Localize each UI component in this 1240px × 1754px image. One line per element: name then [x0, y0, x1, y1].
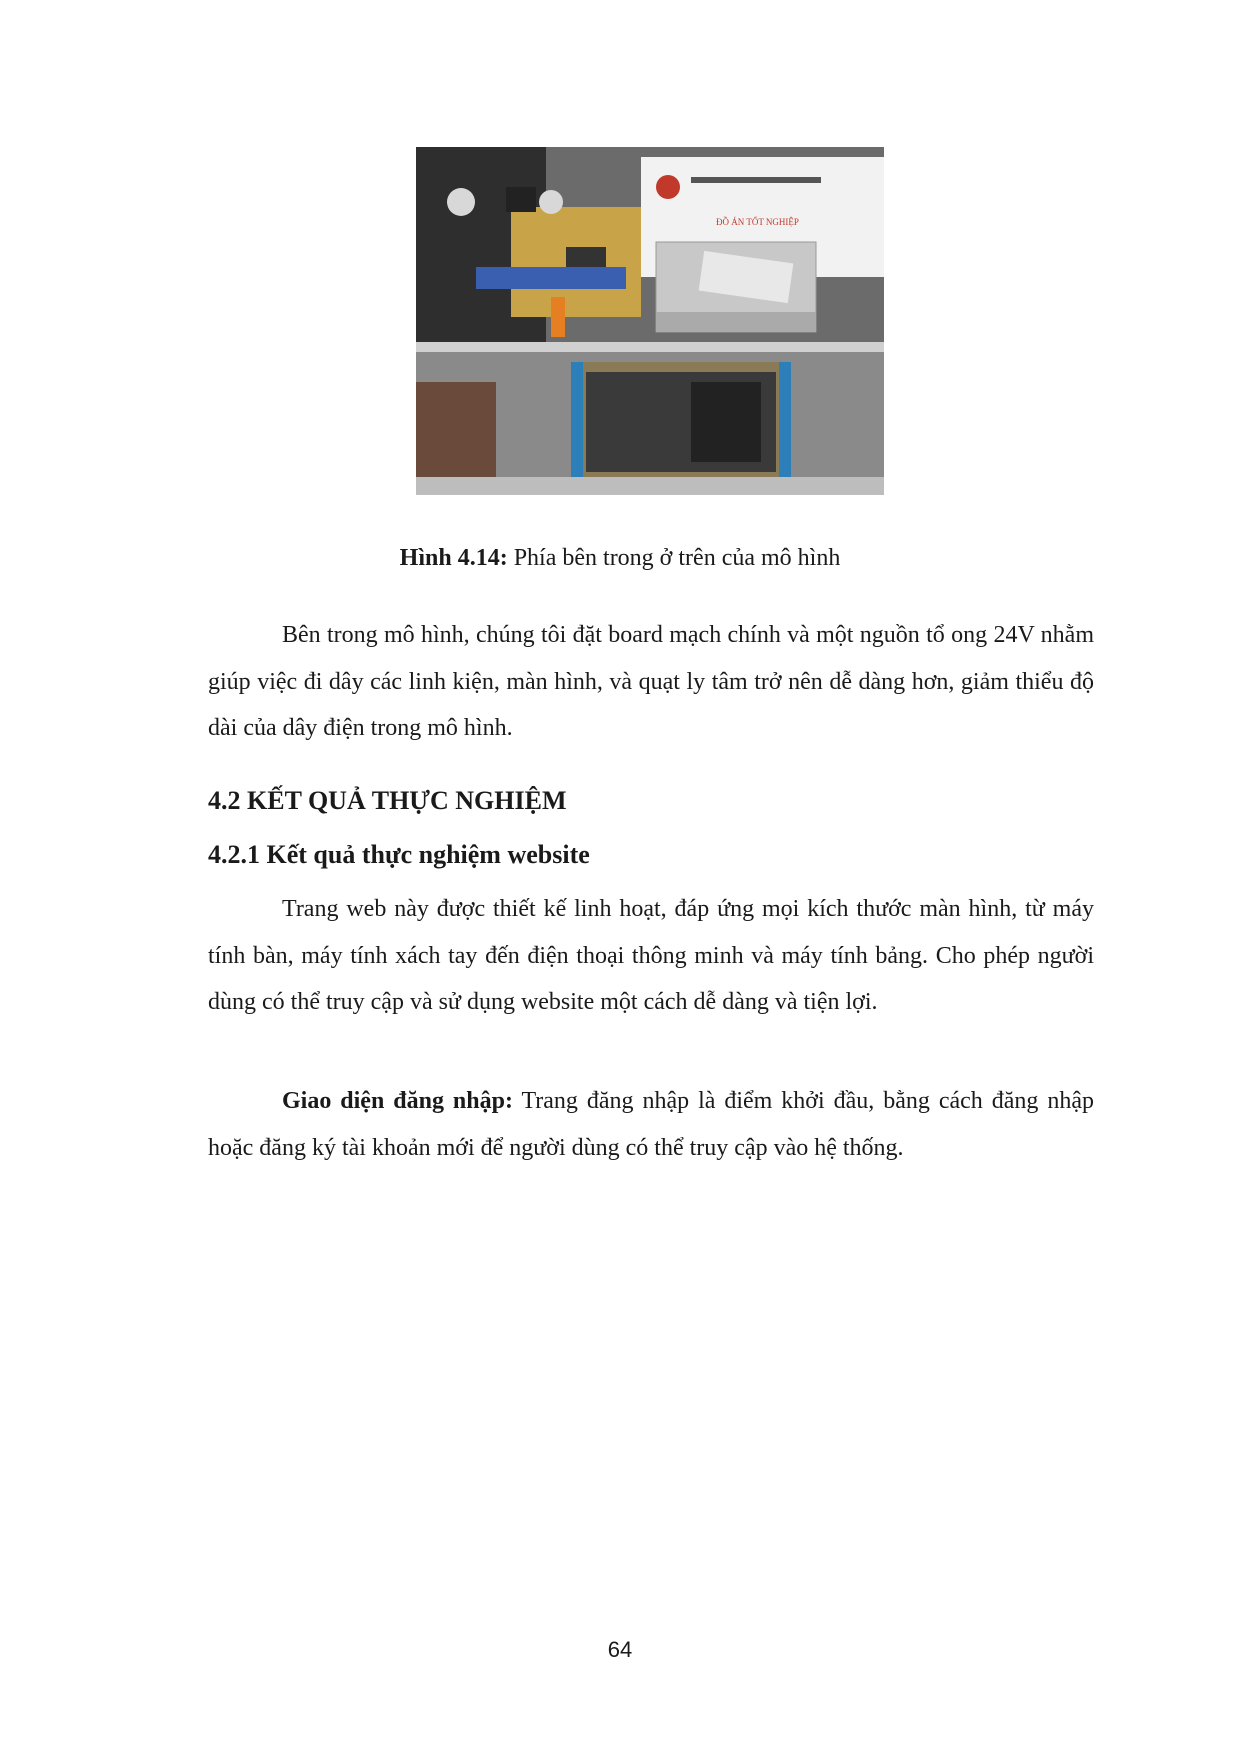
- subsection-heading: 4.2.1 Kết quả thực nghiệm website: [208, 840, 590, 869]
- paragraph-3: [208, 1078, 1094, 1171]
- paragraph-3-text: Trang đăng nhập là điểm khởi đầu, bằng cách đăng nhập hoặc đăng ký tài khoản mới để người dùng có thể truy cập vào hệ thống.: [208, 1088, 1094, 1161]
- svg-text:ĐỒ ÁN TỐT NGHIỆP: ĐỒ ÁN TỐT NGHIỆP: [716, 217, 799, 227]
- paragraph-1-text: Bên trong mô hình, chúng tôi đặt board mạch chính và một nguồn tổ ong 24V nhằm giúp việc đi dây các linh kiện, màn hình, và quạt ly tâm trở nên dễ dàng hơn, giảm thiểu độ dài của dây điện trong mô hình.: [208, 622, 1094, 741]
- paragraph-2: [208, 886, 1094, 1026]
- section-heading: 4.2 KẾT QUẢ THỰC NGHIỆM: [208, 786, 567, 815]
- paragraph-1: [208, 612, 1094, 752]
- paragraph-3-bold: Giao diện đăng nhập:: [282, 1088, 513, 1114]
- paragraph-2-text: Trang web này được thiết kế linh hoạt, đáp ứng mọi kích thước màn hình, từ máy tính bàn, máy tính xách tay đến điện thoại thông minh và máy tính bảng. Cho phép người dùng có thể truy cập và sử dụng website một cách dễ dàng và tiện lợi.: [208, 896, 1094, 1015]
- caption-text: Phía bên trong ở trên của mô hình: [507, 545, 841, 571]
- device-photo-illustration: [416, 147, 884, 495]
- caption-label: Hình 4.14:: [399, 545, 508, 571]
- school-logo-icon: [656, 175, 680, 199]
- page-number: 64: [607, 1637, 633, 1662]
- figure-photo: [416, 147, 884, 495]
- figure-caption: [0, 545, 1240, 572]
